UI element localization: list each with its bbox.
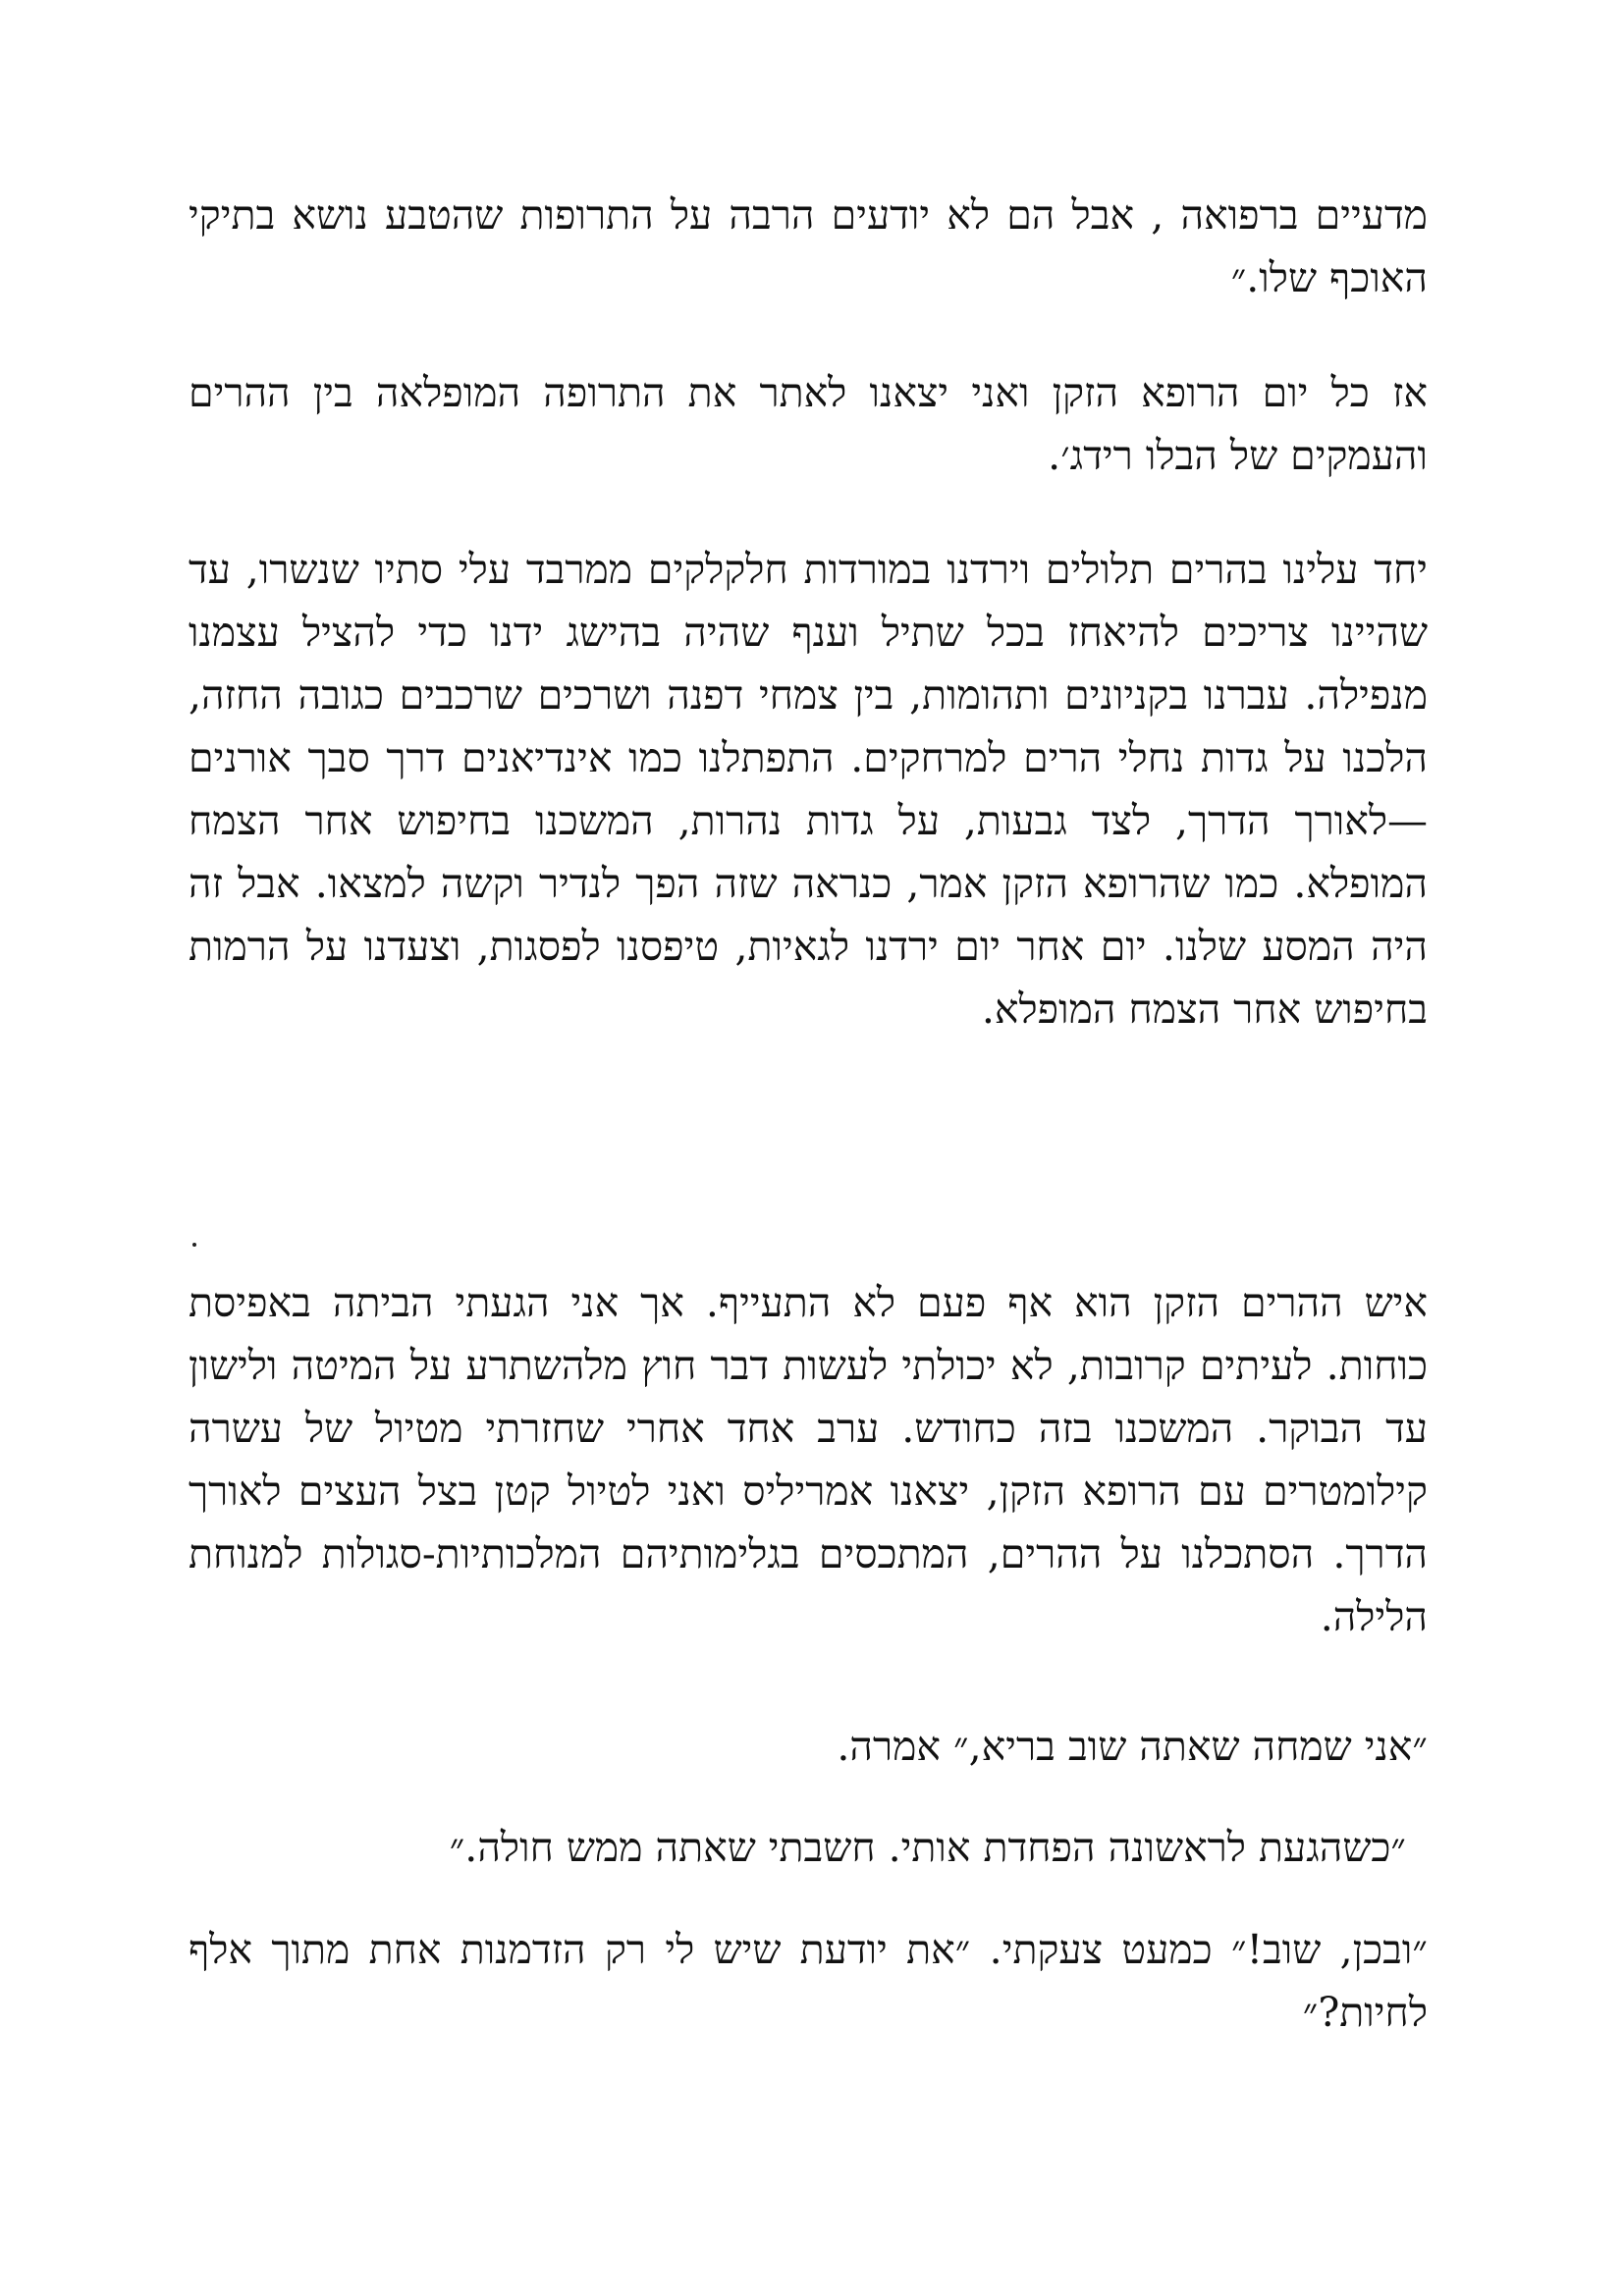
paragraph-3: יחד עלינו בהרים תלולים וירדנו במורדות חלקלקים ממרבד עלי סתיו שנשרו, עד שהיינו צריכים להיאחז בכל שתיל וענף שהיה בהישג ידנו כדי להציל עצמנו מנפילה. עברנו בקניונים ותהומות, בין צמחי דפנה ושרכים שרכבים כגובה החזה, הלכנו על גדות נחלי הרים למרחקים. התפתלנו כמו אינדיאנים דרך סבך אורנים—לאורך הדרך, לצד גבעות, על גדות נהרות, המשכנו בחיפוש אחר הצמח המופלא. כמו שהרופא הזקן אמר, כנראה שזה הפך לנדיר וקשה למצאו. אבל זה היה המסע שלנו. יום אחר יום ירדנו לגאיות, טיפסנו לפסגות, וצעדנו על הרמות בחיפוש אחר הצמח המופלא. xyxy=(189,546,1428,1033)
stray-dot-mark xyxy=(192,1243,196,1247)
paragraph-6: ״כשהגעת לראשונה הפחדת אותי. חשבתי שאתה ממש חולה.״ xyxy=(449,1824,1406,1871)
paragraph-1: מדעיים ברפואה , אבל הם לא יודעים הרבה על התרופות שהטבע נושא בתיקי האוכף שלו.״ xyxy=(189,191,1428,301)
paragraph-2: אז כל יום הרופא הזקן ואני יצאנו לאתר את התרופה המופלאה בין ההרים והעמקים של הבלו רידג׳. xyxy=(189,369,1428,479)
paragraph-5: ״אני שמחה שאתה שוב בריא,״ אמרה. xyxy=(837,1723,1428,1770)
paragraph-4: איש ההרים הזקן הוא אף פעם לא התעייף. אך אני הגעתי הביתה באפיסת כוחות. לעיתים קרובות, לא יכולתי לעשות דבר חוץ מלהשתרע על המיטה ולישון עד הבוקר. המשכנו בזה כחודש. ערב אחד אחרי שחזרתי מטיול של עשרה קילומטרים עם הרופא הזקן, יצאנו אמריליס ואני לטיול קטן בצל העצים לאורך הדרך. הסתכלנו על ההרים, המתכסים בגלימותיהם המלכותיות-סגולות למנוחת הלילה. xyxy=(189,1279,1428,1640)
paragraph-7: ״ובכן, שוב!״ כמעט צעקתי. ״את יודעת שיש לי רק הזדמנות אחת מתוך אלף לחיות?״ xyxy=(189,1926,1428,2036)
